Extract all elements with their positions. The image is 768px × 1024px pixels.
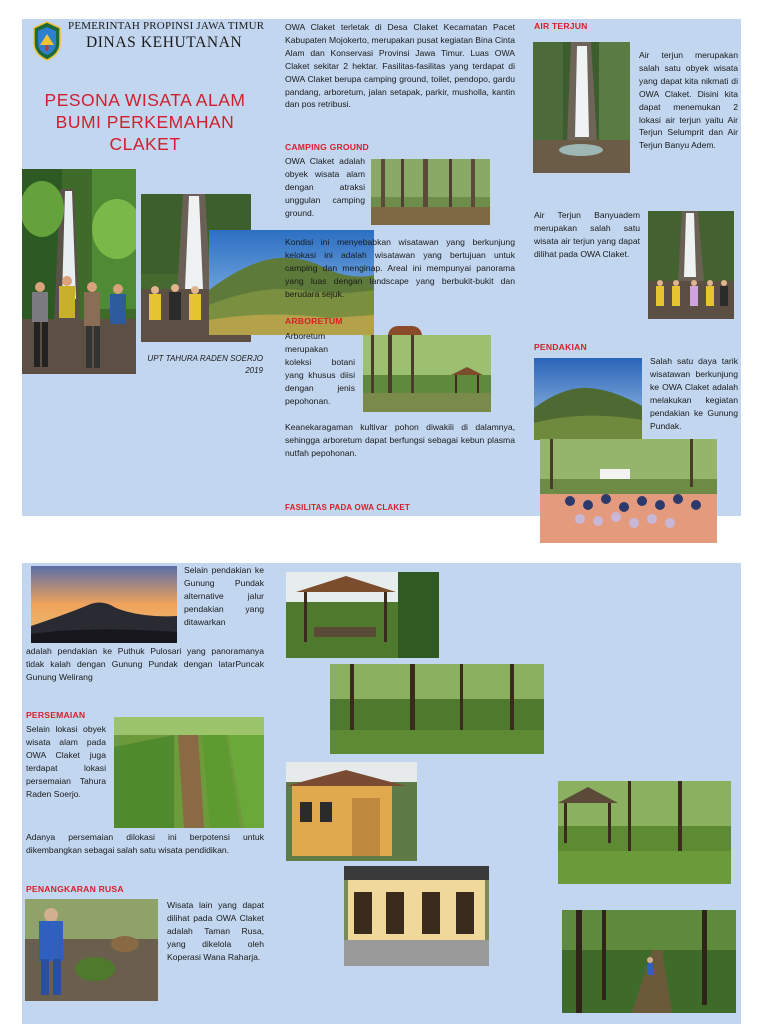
waterfall-banyuadem-photo <box>648 211 734 319</box>
persemaian-short-text: Selain lokasi obyek wisata alam pada OWA Claket juga terdapat lokasi persemaian Tahura Raden Soerjo. <box>26 724 106 799</box>
page-title <box>24 89 266 155</box>
pulosari-long-text: adalah pendakian ke Puthuk Pulosari yang panoramanya tidak kalah dengan Gunung Pundak dengan latarPuncak Gunung Welirang <box>26 646 264 682</box>
title-line: PESONA WISATA ALAM <box>44 90 246 110</box>
waterfall-selumprit-photo <box>533 42 630 173</box>
deer-park-photo <box>25 899 158 1001</box>
rusa-heading: PENANGKARAN RUSA <box>26 884 124 894</box>
gunung-pundak-photo <box>534 358 642 440</box>
photo-caption <box>118 353 263 377</box>
building-photo <box>286 762 417 861</box>
persemaian-heading: PERSEMAIAN <box>26 710 86 720</box>
air-terjun-text: Air terjun merupakan salah satu obyek wisata yang dapat kita nikmati di OWA Claket. Disini kita dapat menemukan 2 lokasi air terjun yaitu Air Terjun Selumprit dan Air Terjun Banyu Adem. <box>639 50 738 151</box>
arboretum-short-text: Arboretum merupakan koleksi botani yang khusus diisi dengan jenis pepohonan. <box>285 331 355 406</box>
hiking-trail-photo <box>562 910 736 1013</box>
intro-text: OWA Claket terletak di Desa Claket Kecamatan Pacet Kabupaten Mojokerto, merupakan pusat kegiatan Bina Cinta Alam dan Konservasi Provinsi Jawa Timur. Luas OWA Claket sekitar 2 hektar. Fasilitas-fasilitas yang terdapat di OWA Claket berupa camping ground, toilet, pendopo, gardu pandang, arboretum, jalan setapak, parkir, musholla, kantin dan pos retribusi. <box>285 22 515 110</box>
camping-ground-photo <box>371 159 490 225</box>
dept-line: DINAS KEHUTANAN <box>86 34 243 51</box>
arboretum-heading: ARBORETUM <box>285 316 343 326</box>
puthuk-pulosari-sunset-photo <box>31 566 177 643</box>
arboretum-long-text: Keanekaragaman kultivar pohon diwakili di dalamnya, sehingga arboretum dapat berfungsi sebagai kebun plasma nutfah pepohonan. <box>285 422 515 458</box>
gov-line: PEMERINTAH PROPINSI JAWA TIMUR <box>68 20 265 32</box>
banyuadem-text: Air Terjun Banyuadem merupakan salah satu wisata air terjun yang dapat dilihat pada OWA Claket. <box>534 210 640 259</box>
caption-org: UPT TAHURA RADEN SOERJO <box>147 354 263 363</box>
camping-short-text: OWA Claket adalah obyek wisata alam dengan atraksi unggulan camping ground. <box>285 156 365 218</box>
pendopo-photo <box>558 781 731 884</box>
waterfall-visitors-photo <box>22 169 136 374</box>
province-logo <box>32 21 62 61</box>
arboretum-photo <box>363 335 491 412</box>
title-line: CLAKET <box>109 134 181 154</box>
fasilitas-heading: FASILITAS PADA OWA CLAKET <box>285 503 410 512</box>
gathering-photo <box>540 439 717 543</box>
pendakian-heading: PENDAKIAN <box>534 342 587 352</box>
pendakian-text: Salah satu daya tarik wisatawan berkunjung ke OWA Claket adalah melakukan kegiatan pendakian ke Gunung Pundak. <box>650 356 738 431</box>
camping-heading: CAMPING GROUND <box>285 142 369 152</box>
title-line: BUMI PERKEMAHAN <box>55 112 235 132</box>
gazebo-photo <box>286 572 439 658</box>
persemaian-long-text: Adanya persemaian dilokasi ini berpotensi untuk dikembangkan sebagai salah satu wisata pendidikan. <box>26 832 264 855</box>
rusa-text: Wisata lain yang dapat dilihat pada OWA Claket adalah Taman Rusa, yang dikelola oleh Koperasi Wana Raharja. <box>167 900 264 962</box>
air-terjun-heading: AIR TERJUN <box>534 21 588 31</box>
nursery-photo <box>114 717 264 828</box>
camping-long-text: Kondisi ini menyebabkan wisatawan yang berkunjung kelokasi ini adalah wisatawan yang bertujuan untuk camping dan menginap. Areal ini mempunyai panorama yang luas dengan landscape yang berbukit-bukit dan berudara sejuk. <box>285 237 515 299</box>
pulosari-short-text: Selain pendakian ke Gunung Pundak alternative jalur pendakian yang ditawarkan <box>184 565 264 627</box>
caption-year: 2019 <box>245 366 263 375</box>
toilet-building-photo <box>344 866 489 966</box>
forest-path-photo <box>330 664 544 754</box>
